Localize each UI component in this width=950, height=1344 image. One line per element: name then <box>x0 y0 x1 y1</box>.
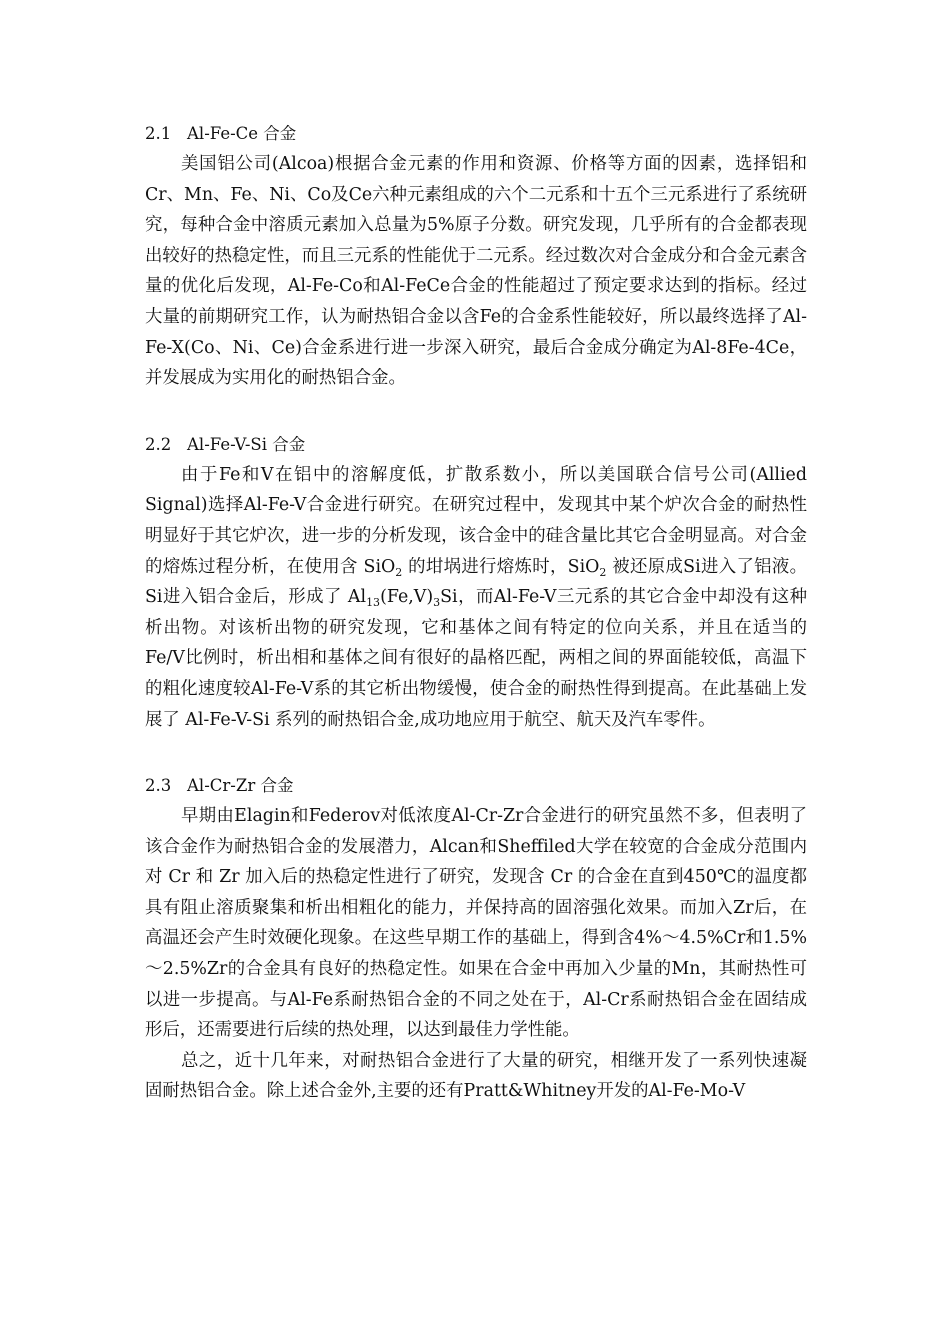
paragraph-text: 由于Fe和V在铝中的溶解度低，扩散系数小，所以美国联合信号公司(Allied Signal)选择Al-Fe-V合金进行研究。在研究过程中，发现其中某个炉次合金的耐热性明显好于其它炉次，进一步的分析发现，该合金中的硅含量比其它合金明显高。对合金的熔炼过程分析，在使用含 SiO <box>145 464 807 577</box>
section-heading <box>145 429 807 460</box>
subscript: 2 <box>599 565 607 579</box>
subscript: 13 <box>366 596 381 610</box>
section-al-fe-ce <box>145 118 807 394</box>
section-number: 2.2 <box>145 434 172 454</box>
section-title: Al-Cr-Zr 合金 <box>187 776 294 796</box>
document-page <box>145 118 807 1142</box>
paragraph: 早期由Elagin和Federov对低浓度Al-Cr-Zr合金进行的研究虽然不多，但表明了该合金作为耐热铝合金的发展潜力，Alcan和Sheffiled大学在较宽的合金成分范围内对 Cr 和 Zr 加入后的热稳定性进行了研究，发现含 Cr 的合金在直到450℃的温度都具有阻止溶质聚集和析出相粗化的能力，并保持高的固溶强化效果。而加入Zr后，在高温还会产生时效硬化现象。在这些早期工作的基础上，得到含4%～4.5%Cr和1.5%～2.5%Zr的合金具有良好的热稳定性。如果在合金中再加入少量的Mn，其耐热性可以进一步提高。与Al-Fe系耐热铝合金的不同之处在于，Al-Cr系耐热铝合金在固结成形后，还需要进行后续的热处理，以达到最佳力学性能。 <box>145 806 807 1041</box>
section-number: 2.1 <box>145 124 172 143</box>
paragraph-text: Si，而Al-Fe-V三元系的其它合金中却没有这种析出物。对该析出物的研究发现，它和基体之间有特定的位向关系，并且在适当的Fe/V比例时，析出相和基体之间有很好的晶格匹配，两相之间的界面能较低，高温下的粗化速度较Al-Fe-V系的其它析出物缓慢，使合金的耐热性得到提高。在此基础上发展了 Al-Fe-V-Si 系列的耐热铝合金,成功地应用于航空、航天及汽车零件。 <box>145 587 807 730</box>
section-heading <box>145 770 807 801</box>
paragraph-text: 的坩埚进行熔炼时，SiO <box>402 556 600 577</box>
subscript: 2 <box>395 565 403 579</box>
section-title: Al-Fe-V-Si 合金 <box>187 434 306 454</box>
paragraph: 美国铝公司(Alcoa)根据合金元素的作用和资源、价格等方面的因素，选择铝和Cr、Mn、Fe、Ni、Co及Ce六种元素组成的六个二元系和十五个三元系进行了系统研究，每种合金中溶质元素加入总量为5%原子分数。研究发现，几乎所有的合金都表现出较好的热稳定性，而且三元系的性能优于二元系。经过数次对合金成分和合金元素含量的优化后发现，Al-Fe-Co和Al-FeCe合金的性能超过了预定要求达到的指标。经过大量的前期研究工作，认为耐热铝合金以含Fe的合金系性能较好，所以最终选择了Al-Fe-X(Co、Ni、Ce)合金系进行进一步深入研究，最后合金成分确定为Al-8Fe-4Ce，并发展成为实用化的耐热铝合金。 <box>145 154 807 389</box>
paragraph-text: 被还原成Si进入了铝液。Si进入铝合金后，形成了 Al <box>145 556 808 608</box>
paragraph-summary: 总之，近十几年来，对耐热铝合金进行了大量的研究，相继开发了一系列快速凝固耐热铝合金。除上述合金外,主要的还有Pratt&Whitney开发的Al-Fe-Mo-V <box>145 1050 807 1102</box>
subscript: 3 <box>433 596 441 610</box>
section-heading <box>145 118 807 149</box>
paragraph <box>145 460 807 735</box>
section-al-fe-v-si <box>145 429 807 735</box>
paragraph-text: (Fe,V) <box>380 587 434 608</box>
section-al-cr-zr <box>145 770 807 1107</box>
section-title: Al-Fe-Ce 合金 <box>187 124 297 143</box>
section-number: 2.3 <box>145 776 172 796</box>
